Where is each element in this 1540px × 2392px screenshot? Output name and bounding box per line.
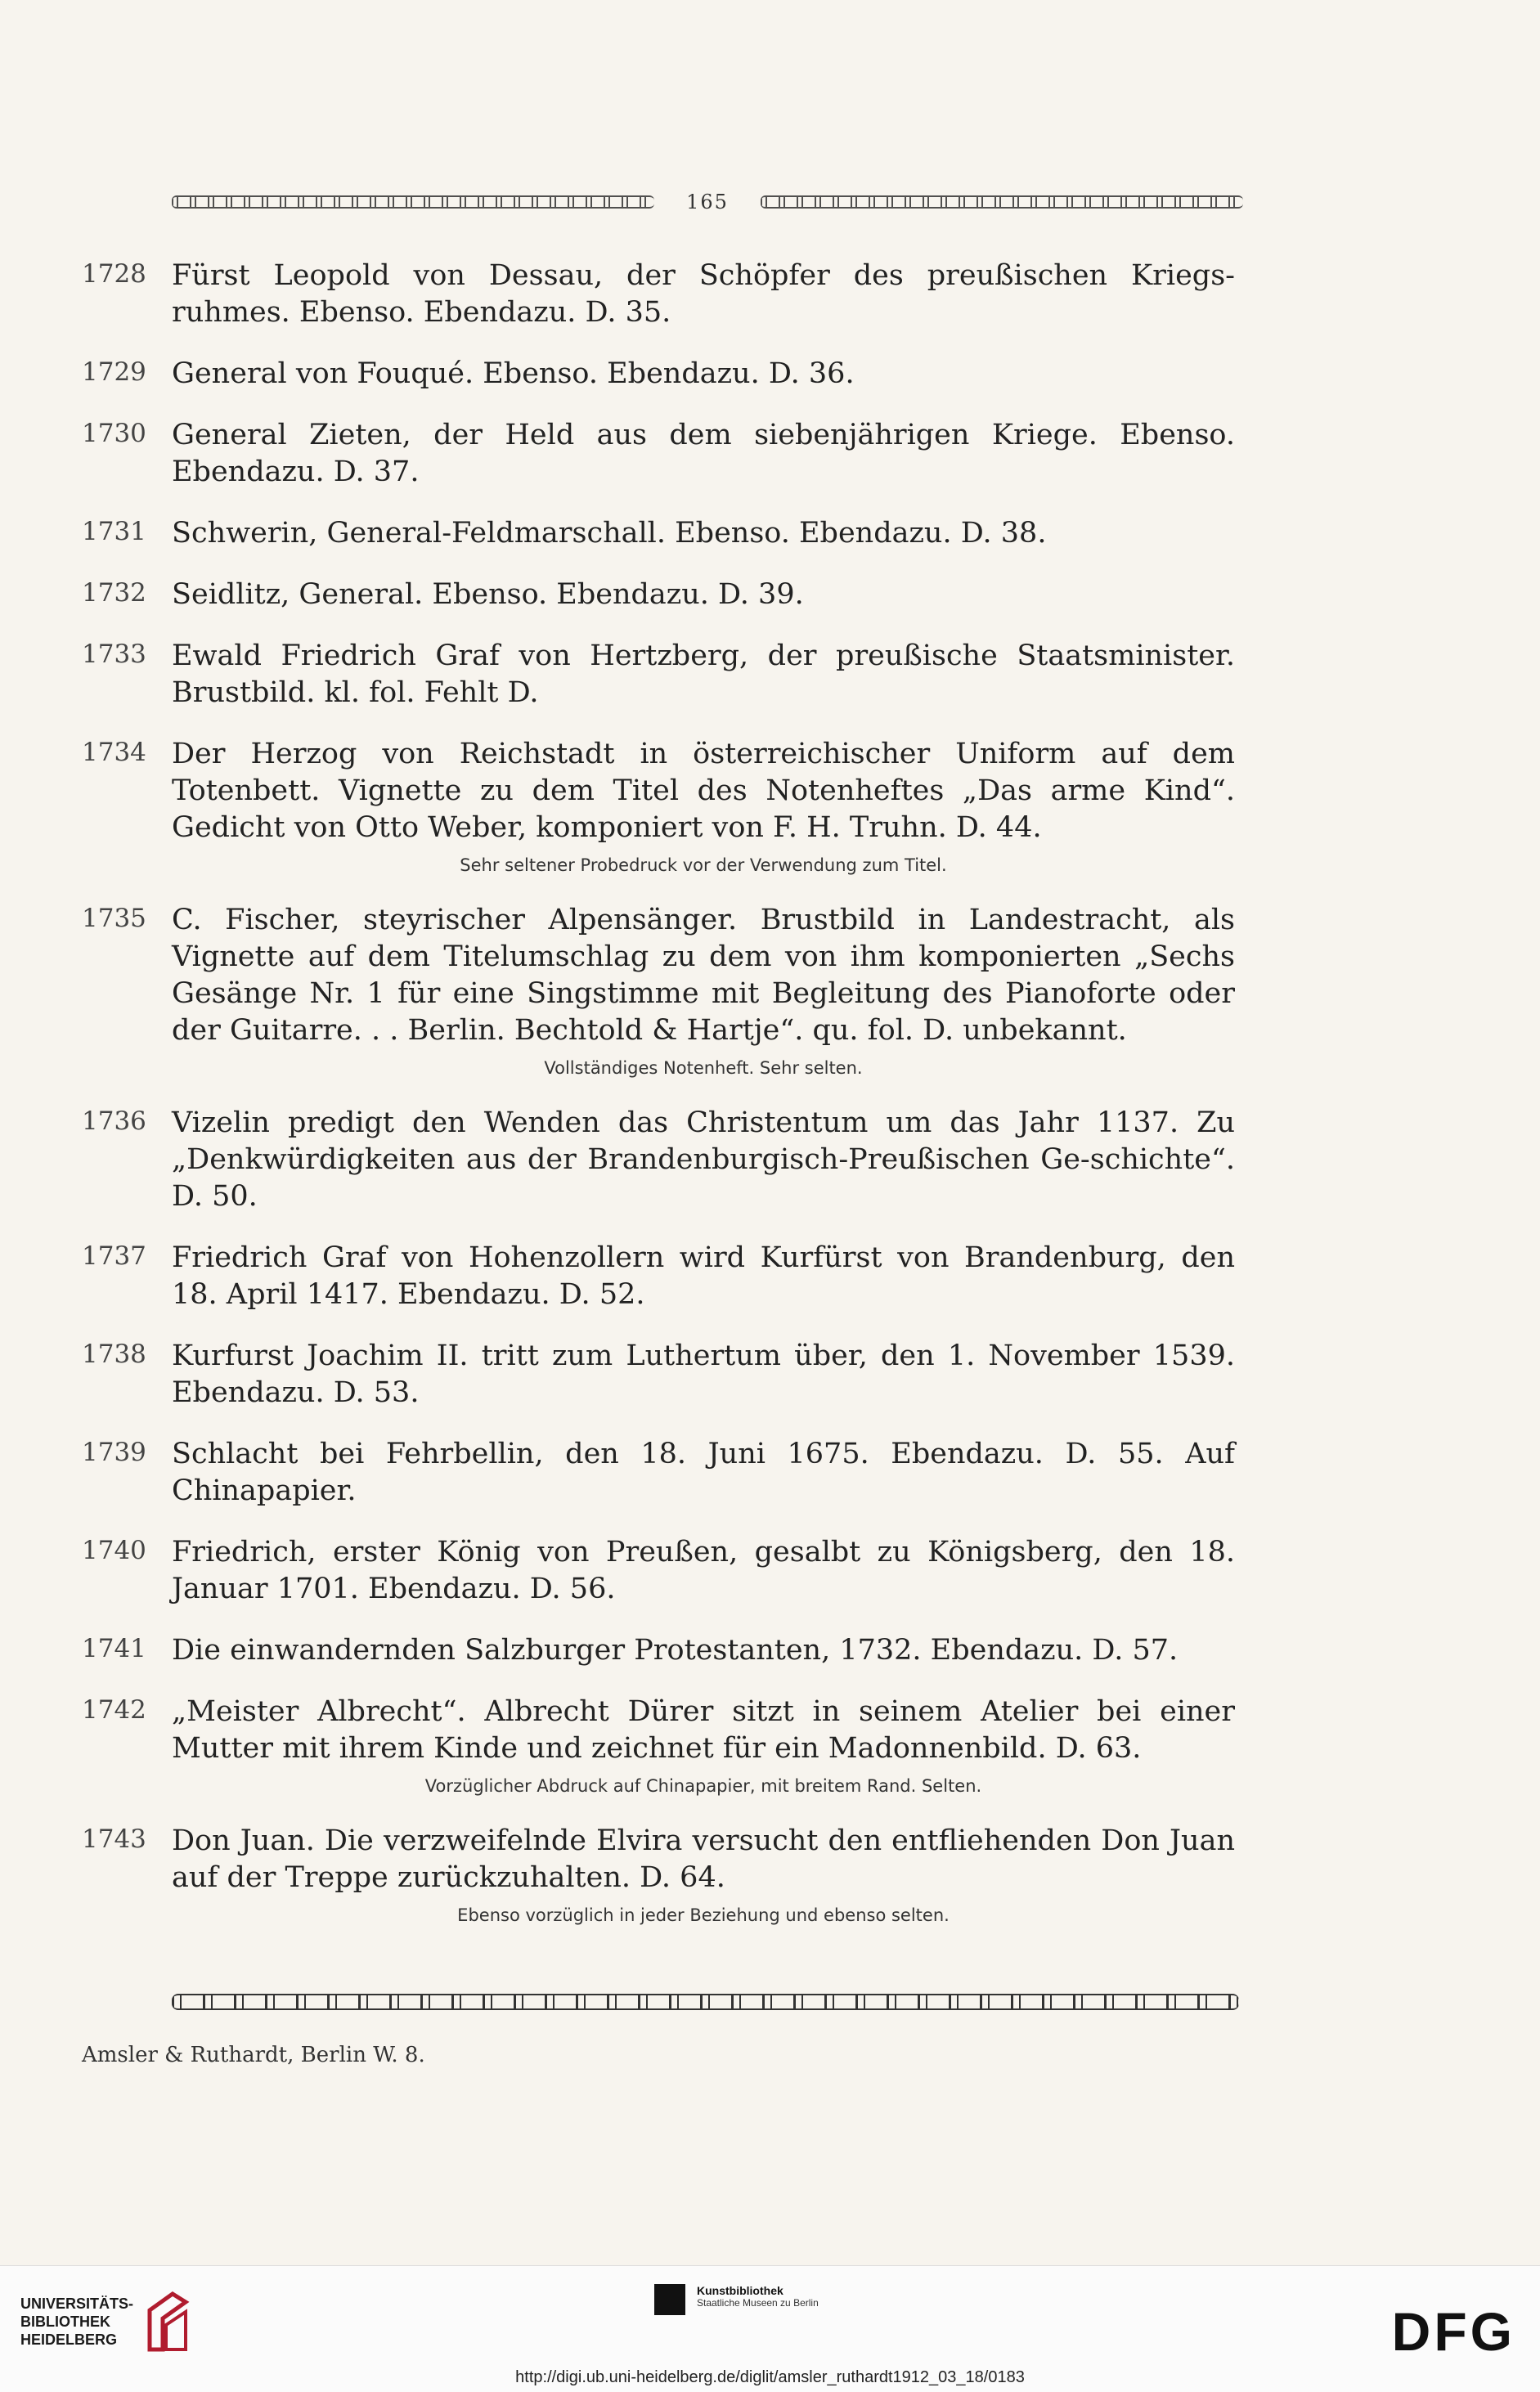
source-url[interactable]: http://digi.ub.uni-heidelberg.de/diglit/amsler_ruthardt1912_03_18/0183 xyxy=(515,2368,1025,2386)
university-mark-icon xyxy=(143,2289,192,2354)
entry-number: 1742 xyxy=(82,1695,146,1725)
entry-number: 1737 xyxy=(82,1241,146,1271)
entry-number: 1730 xyxy=(82,419,146,448)
uni-line-1: UNIVERSITÄTS- xyxy=(20,2296,134,2312)
entry-text: Der Herzog von Reichstadt in österreichischer Uniform auf dem Totenbett. Vignette zu dem Titel des Notenheftes „Das arme Kind“. Gedicht von Otto Weber, komponiert von F. H. Truhn. D. 44. xyxy=(172,738,1235,844)
entry-text: Kurfurst Joachim II. tritt zum Luthertum über, den 1. November 1539. Ebendazu. D. 53. xyxy=(172,1340,1235,1409)
catalog-entry xyxy=(82,356,1235,393)
entry-number: 1728 xyxy=(82,259,146,289)
page-header xyxy=(172,190,1243,214)
entry-text: Schlacht bei Fehrbellin, den 18. Juni 1675. Ebendazu. D. 55. Auf Chinapapier. xyxy=(172,1438,1235,1507)
kunstbibliothek-icon xyxy=(654,2284,685,2315)
entry-text: Friedrich Graf von Hohenzollern wird Kurfürst von Brandenburg, den 18. April 1417. Ebendazu. D. 52. xyxy=(172,1241,1235,1311)
catalog-entry xyxy=(82,736,1235,877)
entry-number: 1734 xyxy=(82,738,146,767)
catalog-entry xyxy=(82,258,1235,331)
entry-text: C. Fischer, steyrischer Alpensänger. Brustbild in Landestracht, als Vignette auf dem Titelumschlag zu dem von ihm komponierten „Sechs Gesänge Nr. 1 für eine Singstimme mit Begleitung des Pianoforte oder der Guitarre. . . Berlin. Bechtold & Hartje“. qu. fol. D. unbekannt. xyxy=(172,904,1235,1047)
catalog-entry xyxy=(82,577,1235,613)
footer-ornament xyxy=(172,1994,1239,2010)
uni-line-2: BIBLIOTHEK xyxy=(20,2313,110,2330)
digitization-footer xyxy=(0,2265,1540,2392)
entry-number: 1731 xyxy=(82,517,146,546)
entry-text: Fürst Leopold von Dessau, der Schöpfer des preußischen Kriegs-ruhmes. Ebenso. Ebendazu. D. 35. xyxy=(172,259,1235,329)
entry-number: 1733 xyxy=(82,640,146,669)
catalog-entry xyxy=(82,1694,1235,1798)
catalog-entry xyxy=(82,1823,1235,1928)
entry-number: 1736 xyxy=(82,1106,146,1136)
entry-text: Friedrich, erster König von Preußen, gesalbt zu Königsberg, den 18. Januar 1701. Ebendazu. D. 56. xyxy=(172,1536,1235,1605)
entry-number: 1739 xyxy=(82,1438,146,1467)
kunstbibliothek-title: Kunstbibliothek xyxy=(697,2284,783,2297)
catalog-entries xyxy=(82,258,1235,1952)
entry-text: Ewald Friedrich Graf von Hertzberg, der preußische Staatsminister. Brustbild. kl. fol. Fehlt D. xyxy=(172,640,1235,709)
entry-text: General von Fouqué. Ebenso. Ebendazu. D. 36. xyxy=(172,357,855,390)
entry-number: 1735 xyxy=(82,904,146,933)
header-ornament-right xyxy=(761,195,1243,209)
entry-number: 1741 xyxy=(82,1634,146,1663)
entry-note: Ebenso vorzüglich in jeder Beziehung und ebenso selten. xyxy=(457,1905,950,1925)
catalog-entry xyxy=(82,1534,1235,1608)
publisher-imprint: Amsler & Ruthardt, Berlin W. 8. xyxy=(82,2043,425,2067)
entry-number: 1732 xyxy=(82,578,146,608)
catalog-entry xyxy=(82,638,1235,711)
entry-text: Seidlitz, General. Ebenso. Ebendazu. D. 39. xyxy=(172,578,804,611)
catalog-entry xyxy=(82,417,1235,491)
entry-text: Schwerin, General-Feldmarschall. Ebenso. Ebendazu. D. 38. xyxy=(172,517,1047,550)
entry-note: Sehr seltener Probedruck vor der Verwendung zum Titel. xyxy=(460,855,947,875)
page-number: 165 xyxy=(686,191,729,213)
entry-text: Vizelin predigt den Wenden das Christentum um das Jahr 1137. Zu „Denkwürdigkeiten aus der Brandenburgisch-Preußischen Ge-schichte“. D. 50. xyxy=(172,1106,1235,1213)
entry-note: Vorzüglicher Abdruck auf Chinapapier, mit breitem Rand. Selten. xyxy=(424,1776,982,1796)
university-library-logo[interactable] xyxy=(20,2289,233,2354)
entry-number: 1738 xyxy=(82,1340,146,1369)
catalog-entry xyxy=(82,1240,1235,1313)
catalog-entry xyxy=(82,902,1235,1080)
university-library-name xyxy=(20,2295,133,2349)
catalog-entry xyxy=(82,1436,1235,1510)
catalog-entry xyxy=(82,1632,1235,1669)
entry-text: Die einwandernden Salzburger Protestanten, 1732. Ebendazu. D. 57. xyxy=(172,1634,1179,1667)
catalog-entry xyxy=(82,1338,1235,1411)
entry-number: 1729 xyxy=(82,357,146,387)
entry-number: 1740 xyxy=(82,1536,146,1565)
entry-text: „Meister Albrecht“. Albrecht Dürer sitzt in seinem Atelier bei einer Mutter mit ihrem Kinde und zeichnet für ein Madonnenbild. D. 63. xyxy=(172,1695,1235,1765)
entry-note: Vollständiges Notenheft. Sehr selten. xyxy=(544,1058,863,1078)
kunstbibliothek-logo[interactable] xyxy=(654,2284,819,2315)
dfg-logo[interactable]: DFG xyxy=(1391,2301,1515,2362)
kunstbibliothek-subtitle: Staatliche Museen zu Berlin xyxy=(697,2297,819,2309)
catalog-entry xyxy=(82,1105,1235,1215)
entry-text: General Zieten, der Held aus dem siebenjährigen Kriege. Ebenso. Ebendazu. D. 37. xyxy=(172,419,1235,488)
entry-text: Don Juan. Die verzweifelnde Elvira versucht den entfliehenden Don Juan auf der Treppe zurückzuhalten. D. 64. xyxy=(172,1824,1235,1894)
uni-line-3: HEIDELBERG xyxy=(20,2331,118,2348)
entry-number: 1743 xyxy=(82,1824,146,1854)
header-ornament-left xyxy=(172,195,654,209)
catalog-entry xyxy=(82,515,1235,552)
